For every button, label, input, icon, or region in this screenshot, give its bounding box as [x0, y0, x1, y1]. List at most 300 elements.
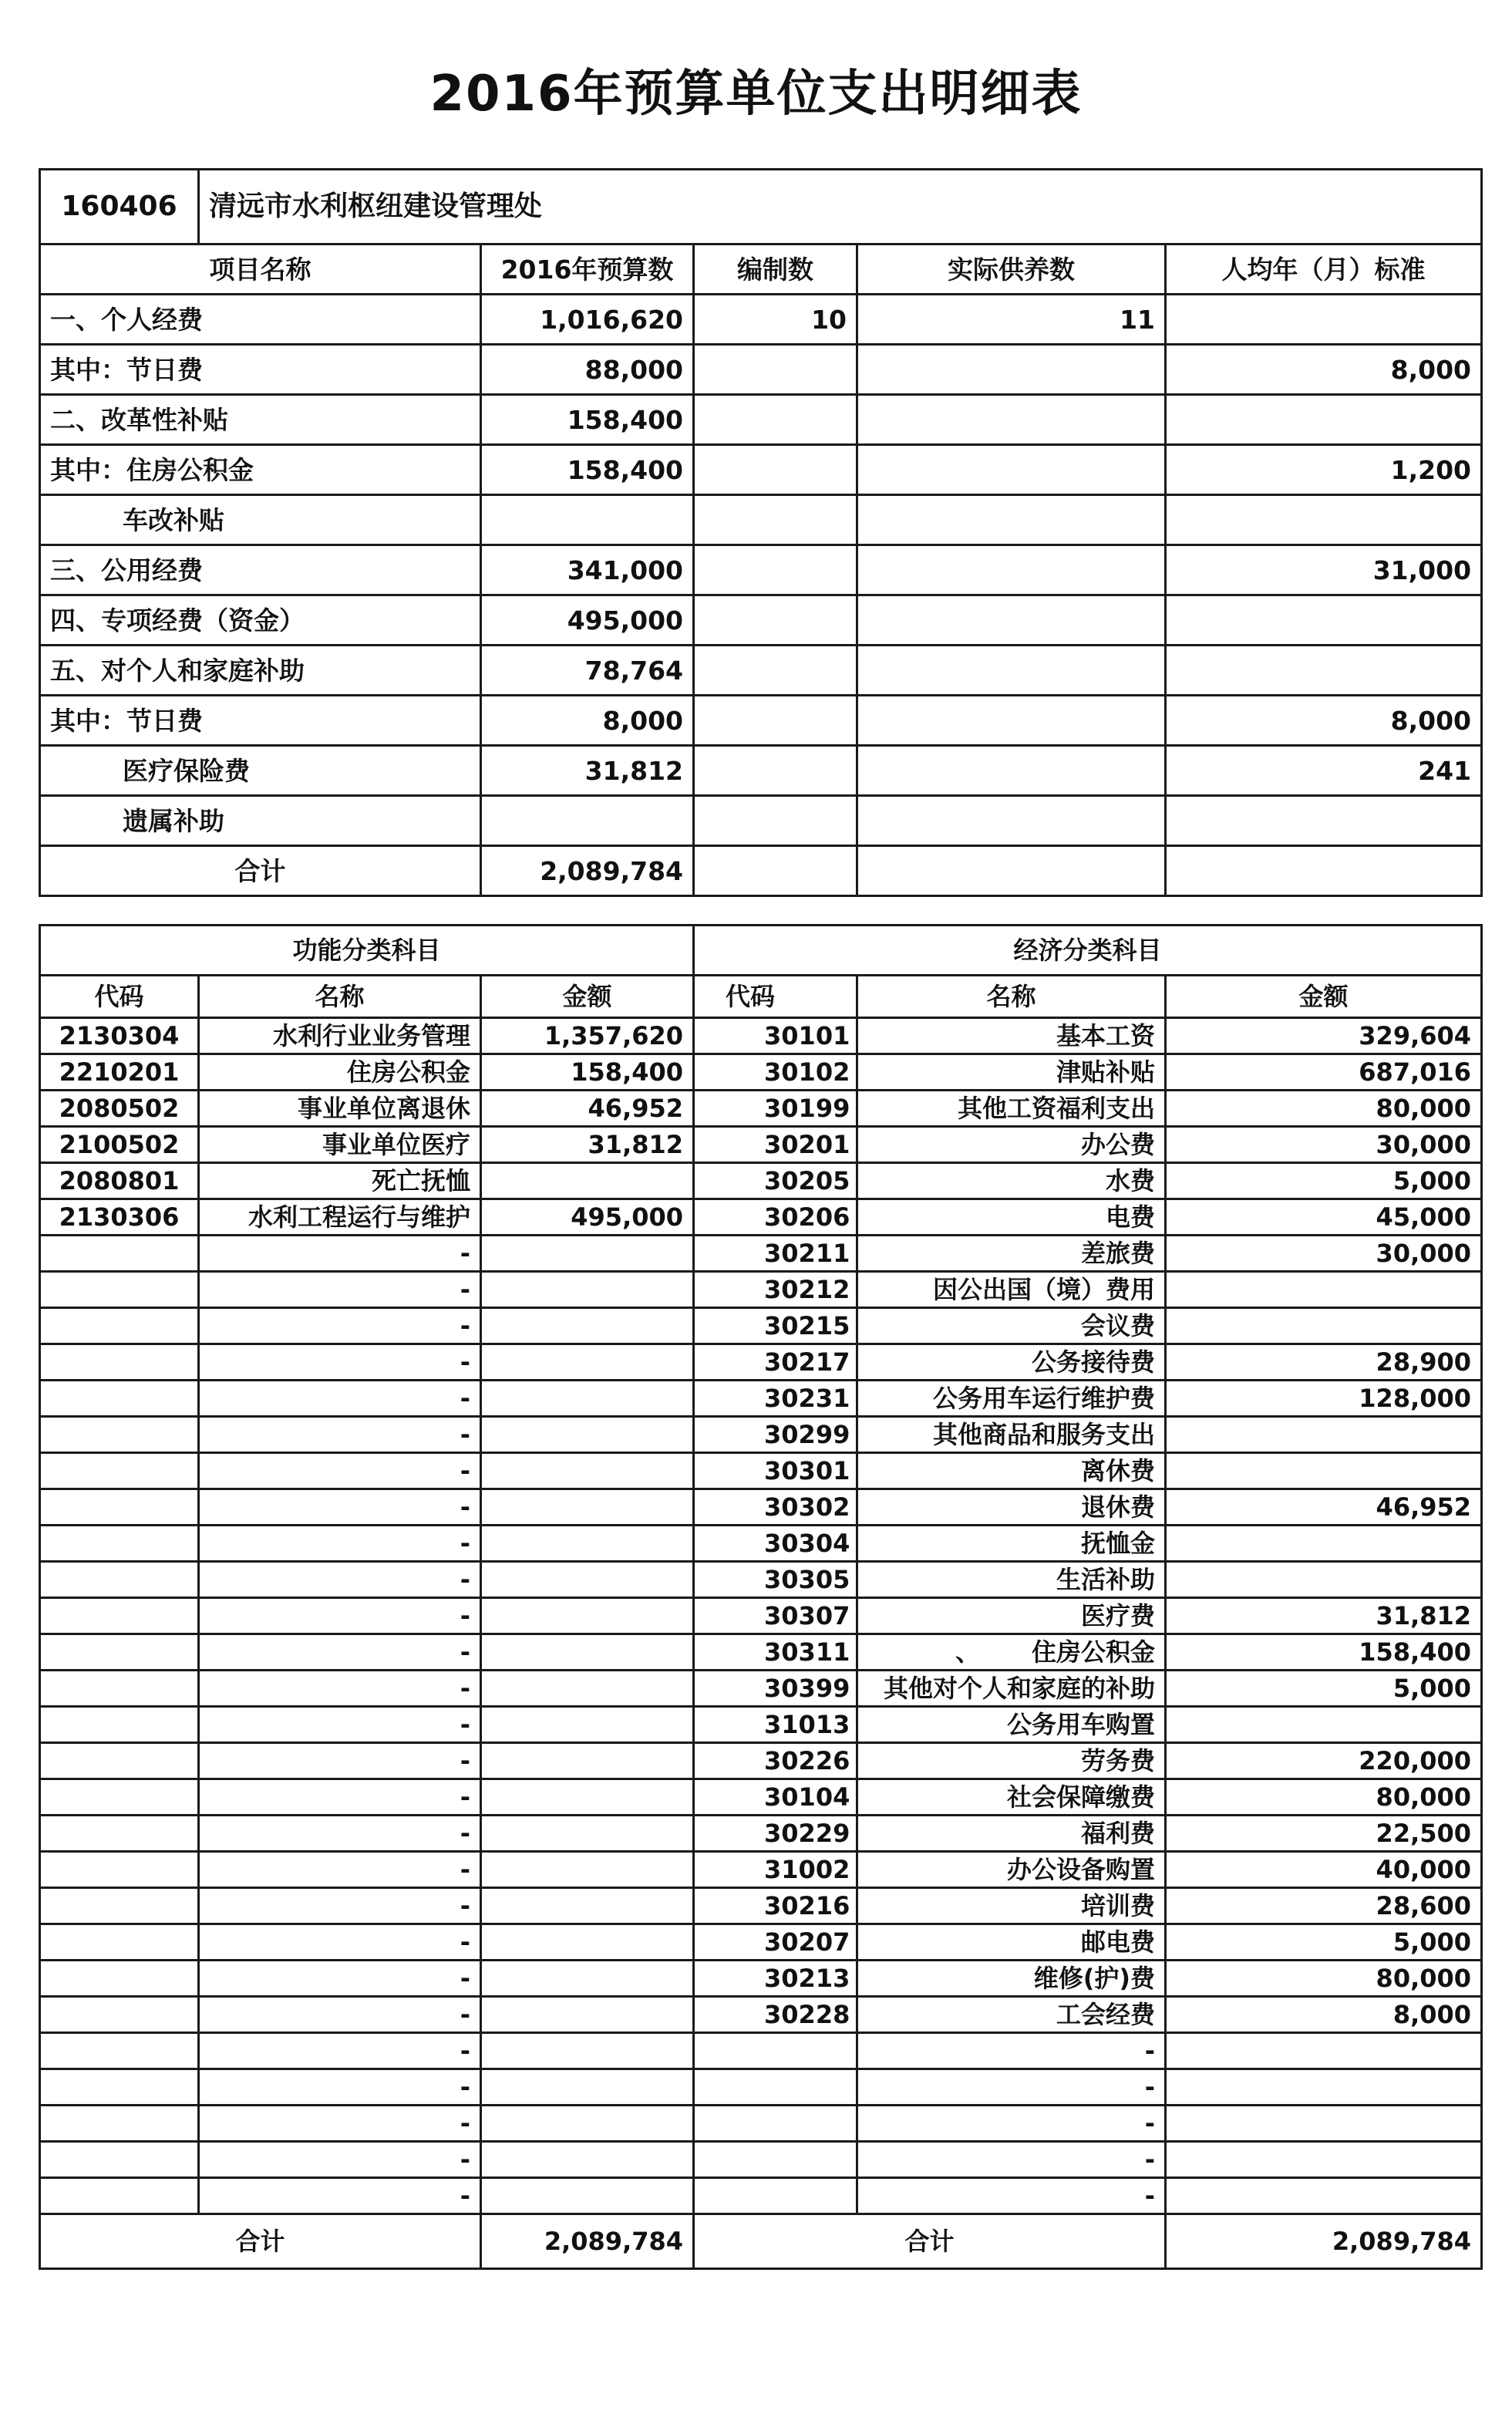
summary-staff [694, 746, 857, 796]
detail-table [39, 924, 1483, 2270]
summary-actual [857, 746, 1166, 796]
func-name-dash: - [199, 2033, 481, 2069]
func-name-dash: - [199, 2106, 481, 2142]
func-code [40, 1381, 199, 1417]
econ-code [694, 2069, 857, 2106]
econ-name: 医疗费 [857, 1598, 1166, 1634]
econ-amount: 329,604 [1166, 1018, 1482, 1054]
econ-name: 因公出国（境）费用 [857, 1272, 1166, 1308]
func-amount [481, 1924, 694, 1961]
econ-amount: 128,000 [1166, 1381, 1482, 1417]
summary-row [40, 545, 1482, 595]
summary-item-name: 其中：节日费 [40, 345, 481, 395]
econ-code: 30301 [694, 1453, 857, 1489]
econ-amount [1166, 2142, 1482, 2178]
econ-amount [1166, 1562, 1482, 1598]
func-name-dash: - [199, 1743, 481, 1779]
unit-row [40, 170, 1482, 244]
detail-row [40, 1091, 1482, 1127]
func-amount [481, 2106, 694, 2142]
func-code [40, 1308, 199, 1344]
summary-budget [481, 495, 694, 545]
func-amount [481, 2178, 694, 2214]
econ-code: 30205 [694, 1163, 857, 1199]
detail-row [40, 1489, 1482, 1526]
func-amount [481, 1344, 694, 1381]
func-name-dash: - [199, 1453, 481, 1489]
summary-standard [1166, 495, 1482, 545]
econ-code: 30213 [694, 1961, 857, 1997]
detail-row [40, 1598, 1482, 1634]
summary-standard [1166, 295, 1482, 345]
summary-staff [694, 345, 857, 395]
econ-amount [1166, 1453, 1482, 1489]
detail-row [40, 1888, 1482, 1924]
econ-amount: 5,000 [1166, 1671, 1482, 1707]
func-code [40, 1417, 199, 1453]
func-code [40, 1344, 199, 1381]
func-amount [481, 1272, 694, 1308]
func-amount [481, 1598, 694, 1634]
unit-code: 160406 [40, 170, 199, 244]
econ-name: 抚恤金 [857, 1526, 1166, 1562]
detail-row [40, 1453, 1482, 1489]
econ-amount: 687,016 [1166, 1054, 1482, 1091]
detail-row [40, 1381, 1482, 1417]
econ-code: 30399 [694, 1671, 857, 1707]
econ-code: 30229 [694, 1816, 857, 1852]
func-code [40, 1888, 199, 1924]
header-staff: 编制数 [694, 244, 857, 295]
econ-amount: 5,000 [1166, 1163, 1482, 1199]
func-code [40, 1272, 199, 1308]
detail-row [40, 1018, 1482, 1054]
detail-row [40, 1272, 1482, 1308]
func-code: 2130304 [40, 1018, 199, 1054]
econ-code: 30299 [694, 1417, 857, 1453]
func-code: 2100502 [40, 1127, 199, 1163]
econ-amount: 46,952 [1166, 1489, 1482, 1526]
summary-staff [694, 395, 857, 445]
econ-amount [1166, 2106, 1482, 2142]
detail-row [40, 1163, 1482, 1199]
econ-code: 30212 [694, 1272, 857, 1308]
summary-item-name: 医疗保险费 [40, 746, 481, 796]
header-func-code: 代码 [40, 976, 199, 1018]
func-code [40, 1852, 199, 1888]
detail-total-value-left: 2,089,784 [481, 2214, 694, 2269]
func-name: 事业单位医疗 [199, 1127, 481, 1163]
summary-item-name: 其中：节日费 [40, 696, 481, 746]
summary-standard: 8,000 [1166, 696, 1482, 746]
summary-budget: 78,764 [481, 646, 694, 696]
summary-budget: 495,000 [481, 595, 694, 646]
func-name-dash: - [199, 1417, 481, 1453]
summary-standard [1166, 395, 1482, 445]
detail-row [40, 1779, 1482, 1816]
func-amount: 1,357,620 [481, 1018, 694, 1054]
func-amount [481, 1888, 694, 1924]
econ-name: 津贴补贴 [857, 1054, 1166, 1091]
func-code [40, 1779, 199, 1816]
detail-row [40, 2142, 1482, 2178]
detail-row [40, 1199, 1482, 1236]
econ-name: 社会保障缴费 [857, 1779, 1166, 1816]
econ-amount [1166, 2178, 1482, 2214]
econ-amount: 8,000 [1166, 1997, 1482, 2033]
detail-row [40, 1743, 1482, 1779]
detail-row [40, 1707, 1482, 1743]
detail-row [40, 1526, 1482, 1562]
econ-amount [1166, 1526, 1482, 1562]
summary-item-name: 遗属补助 [40, 796, 481, 846]
func-amount [481, 1236, 694, 1272]
page-title: 2016年预算单位支出明细表 [429, 66, 1083, 123]
econ-amount: 22,500 [1166, 1816, 1482, 1852]
detail-total-label-left: 合计 [40, 2214, 481, 2269]
detail-row [40, 1344, 1482, 1381]
func-name-dash: - [199, 1489, 481, 1526]
summary-standard [1166, 796, 1482, 846]
summary-total-label: 合计 [40, 846, 481, 896]
econ-name: 电费 [857, 1199, 1166, 1236]
econ-code: 30228 [694, 1997, 857, 2033]
summary-actual [857, 595, 1166, 646]
header-econ-name: 名称 [857, 976, 1166, 1018]
econ-code [694, 2106, 857, 2142]
func-amount [481, 1997, 694, 2033]
summary-item-name: 四、专项经费（资金） [40, 595, 481, 646]
econ-name: 退休费 [857, 1489, 1166, 1526]
func-name-dash: - [199, 1997, 481, 2033]
detail-row [40, 1562, 1482, 1598]
summary-row [40, 595, 1482, 646]
func-name-dash: - [199, 1598, 481, 1634]
summary-item-name: 三、公用经费 [40, 545, 481, 595]
summary-budget: 158,400 [481, 445, 694, 495]
econ-amount: 30,000 [1166, 1236, 1482, 1272]
econ-code: 30305 [694, 1562, 857, 1598]
detail-row [40, 2069, 1482, 2106]
func-name-dash: - [199, 1779, 481, 1816]
func-code [40, 2106, 199, 2142]
summary-standard: 31,000 [1166, 545, 1482, 595]
econ-amount: 31,812 [1166, 1598, 1482, 1634]
summary-standard [1166, 595, 1482, 646]
func-code: 2080801 [40, 1163, 199, 1199]
func-amount [481, 1779, 694, 1816]
summary-budget: 158,400 [481, 395, 694, 445]
func-code [40, 1634, 199, 1671]
summary-item-name: 二、改革性补贴 [40, 395, 481, 445]
func-name-dash: - [199, 1526, 481, 1562]
func-code [40, 1743, 199, 1779]
func-name-dash: - [199, 1671, 481, 1707]
detail-row [40, 2033, 1482, 2069]
summary-item-name: 其中：住房公积金 [40, 445, 481, 495]
func-name-dash: - [199, 1961, 481, 1997]
summary-item-name: 车改补贴 [40, 495, 481, 545]
summary-standard: 8,000 [1166, 345, 1482, 395]
func-amount [481, 2033, 694, 2069]
econ-amount: 45,000 [1166, 1199, 1482, 1236]
func-name-dash: - [199, 1236, 481, 1272]
econ-code [694, 2142, 857, 2178]
func-name-dash: - [199, 1816, 481, 1852]
func-amount: 495,000 [481, 1199, 694, 1236]
summary-row [40, 345, 1482, 395]
header-item-name: 项目名称 [40, 244, 481, 295]
func-name: 水利工程运行与维护 [199, 1199, 481, 1236]
econ-name: 其他商品和服务支出 [857, 1417, 1166, 1453]
econ-name: 差旅费 [857, 1236, 1166, 1272]
summary-staff [694, 696, 857, 746]
summary-actual [857, 445, 1166, 495]
func-code [40, 1707, 199, 1743]
econ-code: 30102 [694, 1054, 857, 1091]
summary-budget: 88,000 [481, 345, 694, 395]
func-name-dash: - [199, 1308, 481, 1344]
summary-staff [694, 796, 857, 846]
econ-amount: 28,600 [1166, 1888, 1482, 1924]
func-amount: 31,812 [481, 1127, 694, 1163]
econ-amount: 28,900 [1166, 1344, 1482, 1381]
func-code [40, 2033, 199, 2069]
detail-header-row [40, 976, 1482, 1018]
func-name-dash: - [199, 1852, 481, 1888]
func-code: 2130306 [40, 1199, 199, 1236]
func-name-dash: - [199, 1707, 481, 1743]
func-amount [481, 1453, 694, 1489]
summary-staff [694, 545, 857, 595]
func-code [40, 2178, 199, 2214]
func-name-dash: - [199, 1272, 481, 1308]
econ-amount: 158,400 [1166, 1634, 1482, 1671]
func-code [40, 1816, 199, 1852]
summary-table [39, 168, 1483, 897]
econ-code: 30216 [694, 1888, 857, 1924]
func-code [40, 1489, 199, 1526]
func-name-dash: - [199, 2178, 481, 2214]
detail-total-label-right: 合计 [694, 2214, 1166, 2269]
header-budget: 2016年预算数 [481, 244, 694, 295]
func-code [40, 1671, 199, 1707]
header-econ-code: 代码 [694, 976, 857, 1018]
econ-code: 31002 [694, 1852, 857, 1888]
econ-code: 30311 [694, 1634, 857, 1671]
func-amount [481, 1671, 694, 1707]
detail-row [40, 2106, 1482, 2142]
func-name-dash: - [199, 1344, 481, 1381]
summary-staff [694, 495, 857, 545]
summary-header-row [40, 244, 1482, 295]
summary-budget: 341,000 [481, 545, 694, 595]
summary-budget [481, 796, 694, 846]
unit-name: 清远市水利枢纽建设管理处 [199, 170, 1482, 244]
func-amount [481, 2069, 694, 2106]
func-name-dash: - [199, 1562, 481, 1598]
econ-amount [1166, 1707, 1482, 1743]
summary-actual [857, 796, 1166, 846]
econ-code: 30231 [694, 1381, 857, 1417]
detail-row [40, 1816, 1482, 1852]
econ-amount: 30,000 [1166, 1127, 1482, 1163]
func-amount: 158,400 [481, 1054, 694, 1091]
econ-name: 工会经费 [857, 1997, 1166, 2033]
summary-item-name: 一、个人经费 [40, 295, 481, 345]
econ-code: 30304 [694, 1526, 857, 1562]
summary-actual [857, 545, 1166, 595]
econ-name: - [857, 2178, 1166, 2214]
func-name-dash: - [199, 2069, 481, 2106]
func-name: 事业单位离退休 [199, 1091, 481, 1127]
econ-code: 30104 [694, 1779, 857, 1816]
detail-total-row [40, 2214, 1482, 2269]
func-amount [481, 1707, 694, 1743]
econ-name: 劳务费 [857, 1743, 1166, 1779]
func-amount [481, 1526, 694, 1562]
func-code [40, 1997, 199, 2033]
summary-total-empty [857, 846, 1166, 896]
econ-amount: 80,000 [1166, 1961, 1482, 1997]
summary-total-row [40, 846, 1482, 896]
summary-staff: 10 [694, 295, 857, 345]
detail-row [40, 1417, 1482, 1453]
econ-code: 31013 [694, 1707, 857, 1743]
detail-row [40, 1236, 1482, 1272]
econ-amount: 80,000 [1166, 1091, 1482, 1127]
summary-row [40, 445, 1482, 495]
func-amount [481, 1417, 694, 1453]
econ-code: 30207 [694, 1924, 857, 1961]
summary-actual [857, 646, 1166, 696]
econ-name: 公务用车运行维护费 [857, 1381, 1166, 1417]
summary-staff [694, 445, 857, 495]
func-amount [481, 1381, 694, 1417]
econ-name: - [857, 2069, 1166, 2106]
func-name-dash: - [199, 1888, 481, 1924]
detail-row [40, 1308, 1482, 1344]
econ-code: 30217 [694, 1344, 857, 1381]
summary-actual [857, 696, 1166, 746]
econ-amount [1166, 2069, 1482, 2106]
econ-name: 办公费 [857, 1127, 1166, 1163]
econ-amount [1166, 1417, 1482, 1453]
detail-row [40, 1634, 1482, 1671]
econ-code: 30206 [694, 1199, 857, 1236]
func-code [40, 1562, 199, 1598]
econ-name: - [857, 2033, 1166, 2069]
summary-row [40, 796, 1482, 846]
func-amount [481, 1852, 694, 1888]
func-amount: 46,952 [481, 1091, 694, 1127]
econ-code: 30302 [694, 1489, 857, 1526]
summary-total-empty [694, 846, 857, 896]
econ-amount: 5,000 [1166, 1924, 1482, 1961]
summary-row [40, 495, 1482, 545]
func-code [40, 1526, 199, 1562]
summary-standard: 241 [1166, 746, 1482, 796]
summary-actual [857, 495, 1166, 545]
detail-total-value-right: 2,089,784 [1166, 2214, 1482, 2269]
func-name-dash: - [199, 2142, 481, 2178]
header-actual: 实际供养数 [857, 244, 1166, 295]
econ-name: - [857, 2142, 1166, 2178]
func-name: 住房公积金 [199, 1054, 481, 1091]
func-code [40, 1236, 199, 1272]
header-standard: 人均年（月）标准 [1166, 244, 1482, 295]
func-name-dash: - [199, 1924, 481, 1961]
func-code [40, 2069, 199, 2106]
detail-row [40, 1997, 1482, 2033]
func-name: 死亡抚恤 [199, 1163, 481, 1199]
summary-row [40, 395, 1482, 445]
func-amount [481, 2142, 694, 2178]
func-amount [481, 1562, 694, 1598]
econ-name: 其他工资福利支出 [857, 1091, 1166, 1127]
summary-item-name: 五、对个人和家庭补助 [40, 646, 481, 696]
func-code: 2080502 [40, 1091, 199, 1127]
functional-title: 功能分类科目 [40, 926, 694, 976]
detail-row [40, 1671, 1482, 1707]
detail-row [40, 1054, 1482, 1091]
econ-code [694, 2033, 857, 2069]
econ-amount [1166, 1272, 1482, 1308]
func-code [40, 1598, 199, 1634]
detail-row [40, 2178, 1482, 2214]
econ-code: 30201 [694, 1127, 857, 1163]
func-code: 2210201 [40, 1054, 199, 1091]
econ-amount: 220,000 [1166, 1743, 1482, 1779]
func-amount [481, 1816, 694, 1852]
summary-budget: 8,000 [481, 696, 694, 746]
summary-budget: 31,812 [481, 746, 694, 796]
econ-name: 公务接待费 [857, 1344, 1166, 1381]
econ-name: 邮电费 [857, 1924, 1166, 1961]
section-header-row [40, 926, 1482, 976]
summary-row [40, 746, 1482, 796]
func-amount [481, 1961, 694, 1997]
econ-name: 离休费 [857, 1453, 1166, 1489]
econ-name: 、 住房公积金 [857, 1634, 1166, 1671]
func-code [40, 1453, 199, 1489]
func-code [40, 1924, 199, 1961]
econ-name: 公务用车购置 [857, 1707, 1166, 1743]
econ-code: 30307 [694, 1598, 857, 1634]
summary-staff [694, 646, 857, 696]
func-code [40, 1961, 199, 1997]
econ-amount [1166, 1308, 1482, 1344]
summary-total-empty [1166, 846, 1482, 896]
func-amount [481, 1308, 694, 1344]
econ-amount [1166, 2033, 1482, 2069]
detail-row [40, 1961, 1482, 1997]
summary-actual: 11 [857, 295, 1166, 345]
summary-row [40, 696, 1482, 746]
economic-title: 经济分类科目 [694, 926, 1482, 976]
summary-standard: 1,200 [1166, 445, 1482, 495]
econ-code: 30199 [694, 1091, 857, 1127]
econ-name: 维修(护)费 [857, 1961, 1166, 1997]
econ-name: 办公设备购置 [857, 1852, 1166, 1888]
econ-name: 其他对个人和家庭的补助 [857, 1671, 1166, 1707]
econ-name: 水费 [857, 1163, 1166, 1199]
econ-name: 生活补助 [857, 1562, 1166, 1598]
detail-row [40, 1852, 1482, 1888]
summary-budget: 1,016,620 [481, 295, 694, 345]
detail-row [40, 1127, 1482, 1163]
func-name: 水利行业业务管理 [199, 1018, 481, 1054]
